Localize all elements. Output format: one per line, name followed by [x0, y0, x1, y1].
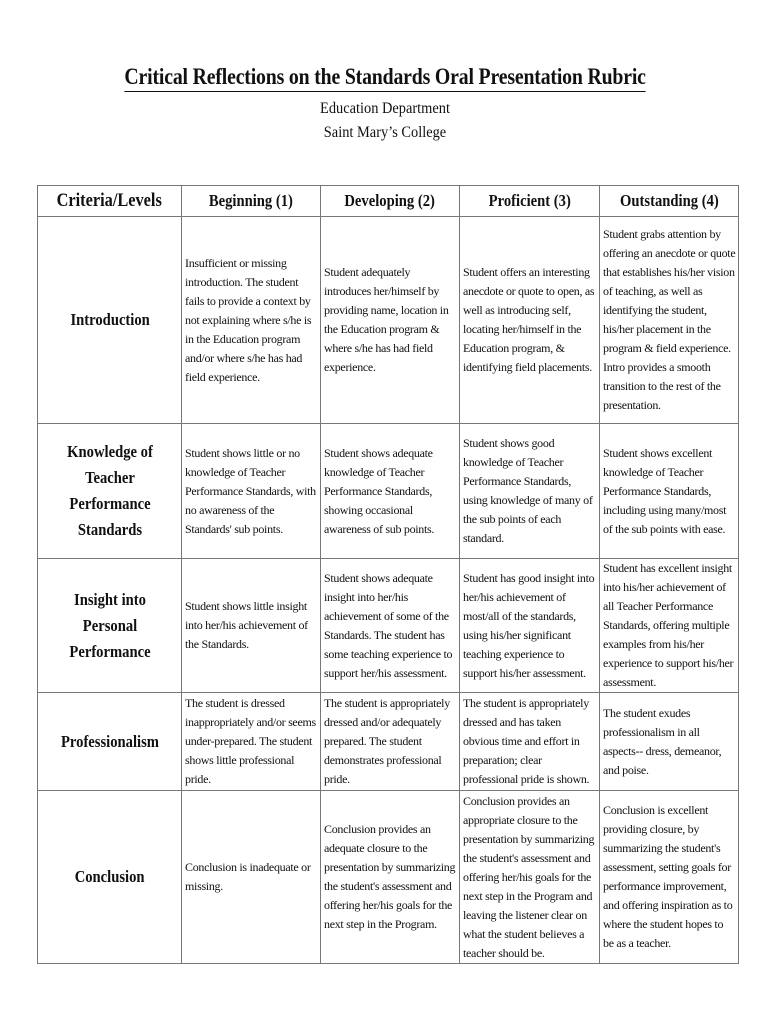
header-proficient: Proficient (3) [460, 186, 600, 217]
cell-knowledge-developing: Student shows adequate knowledge of Teacher Performance Standards, showing occasional awareness of sub points. [321, 424, 460, 559]
cell-professionalism-beginning: The student is dressed inappropriately and/or seems under-prepared. The student shows little professional pride. [182, 693, 321, 791]
cell-insight-outstanding: Student has excellent insight into his/her achievement of all Teacher Performance Standards, offering multiple examples from his/her experience to support his/her assessment. [600, 559, 739, 693]
header-row [38, 186, 739, 217]
criterion-conclusion: Conclusion [38, 791, 182, 964]
college-name: Saint Mary’s College [323, 124, 447, 141]
cell-conclusion-beginning: Conclusion is inadequate or missing. [182, 791, 321, 964]
cell-introduction-outstanding: Student grabs attention by offering an anecdote or quote that establishes his/her vision of teaching, as well as identifying the student, his/her placement in the program & field experience. Intro provides a smooth transition to the rest of the presentation. [600, 217, 739, 424]
rubric-table [37, 185, 739, 964]
cell-knowledge-proficient: Student shows good knowledge of Teacher Performance Standards, using knowledge of many of the sub points of each standard. [460, 424, 600, 559]
cell-introduction-developing: Student adequately introduces her/himself by providing name, location in the Education program & where s/he has had field experience. [321, 217, 460, 424]
row-professionalism [38, 693, 739, 791]
department-name: Education Department [320, 100, 450, 117]
cell-conclusion-outstanding: Conclusion is excellent providing closure, by summarizing the student's assessment, setting goals for performance improvement, and offering inspiration as to where the student hopes to be as a teacher. [600, 791, 739, 964]
document-header [0, 64, 770, 145]
criterion-professionalism: Professionalism [38, 693, 182, 791]
cell-introduction-beginning: Insufficient or missing introduction. The student fails to provide a context by not explaining where s/he is in the Education program and/or where s/he has had field experience. [182, 217, 321, 424]
cell-conclusion-proficient: Conclusion provides an appropriate closure to the presentation by summarizing the student's assessment and offering her/his goals for the next step in the Program and leaving the listener clear on what the student believes a teacher should be. [460, 791, 600, 964]
cell-knowledge-outstanding: Student shows excellent knowledge of Teacher Performance Standards, including using many/most of the sub points with ease. [600, 424, 739, 559]
cell-professionalism-proficient: The student is appropriately dressed and has taken obvious time and effort in preparation; clear professional pride is shown. [460, 693, 600, 791]
cell-introduction-proficient: Student offers an interesting anecdote or quote to open, as well as introducing self, locating her/himself in the Education program, & identifying field placements. [460, 217, 600, 424]
cell-conclusion-developing: Conclusion provides an adequate closure to the presentation by summarizing the student's assessment and offering her/his goals for the next step in the Program. [321, 791, 460, 964]
row-knowledge [38, 424, 739, 559]
header-developing: Developing (2) [321, 186, 460, 217]
header-criteria-levels: Criteria/Levels [38, 186, 182, 217]
row-conclusion [38, 791, 739, 964]
criterion-knowledge: Knowledge of Teacher Performance Standards [38, 424, 182, 559]
cell-insight-developing: Student shows adequate insight into her/his achievement of some of the Standards. The student has some teaching experience to support her/his assessment. [321, 559, 460, 693]
header-beginning: Beginning (1) [182, 186, 321, 217]
row-insight [38, 559, 739, 693]
header-outstanding: Outstanding (4) [600, 186, 739, 217]
cell-knowledge-beginning: Student shows little or no knowledge of Teacher Performance Standards, with no awareness of the Standards' sub points. [182, 424, 321, 559]
cell-insight-proficient: Student has good insight into her/his achievement of most/all of the standards, using his/her significant teaching experience to support his/her assessment. [460, 559, 600, 693]
criterion-introduction: Introduction [38, 217, 182, 424]
cell-professionalism-developing: The student is appropriately dressed and/or adequately prepared. The student demonstrates professional pride. [321, 693, 460, 791]
cell-insight-beginning: Student shows little insight into her/his achievement of the Standards. [182, 559, 321, 693]
cell-professionalism-outstanding: The student exudes professionalism in all aspects-- dress, demeanor, and poise. [600, 693, 739, 791]
row-introduction [38, 217, 739, 424]
document-title: Critical Reflections on the Standards Oral Presentation Rubric [124, 64, 645, 92]
criterion-insight: Insight into Personal Performance [38, 559, 182, 693]
